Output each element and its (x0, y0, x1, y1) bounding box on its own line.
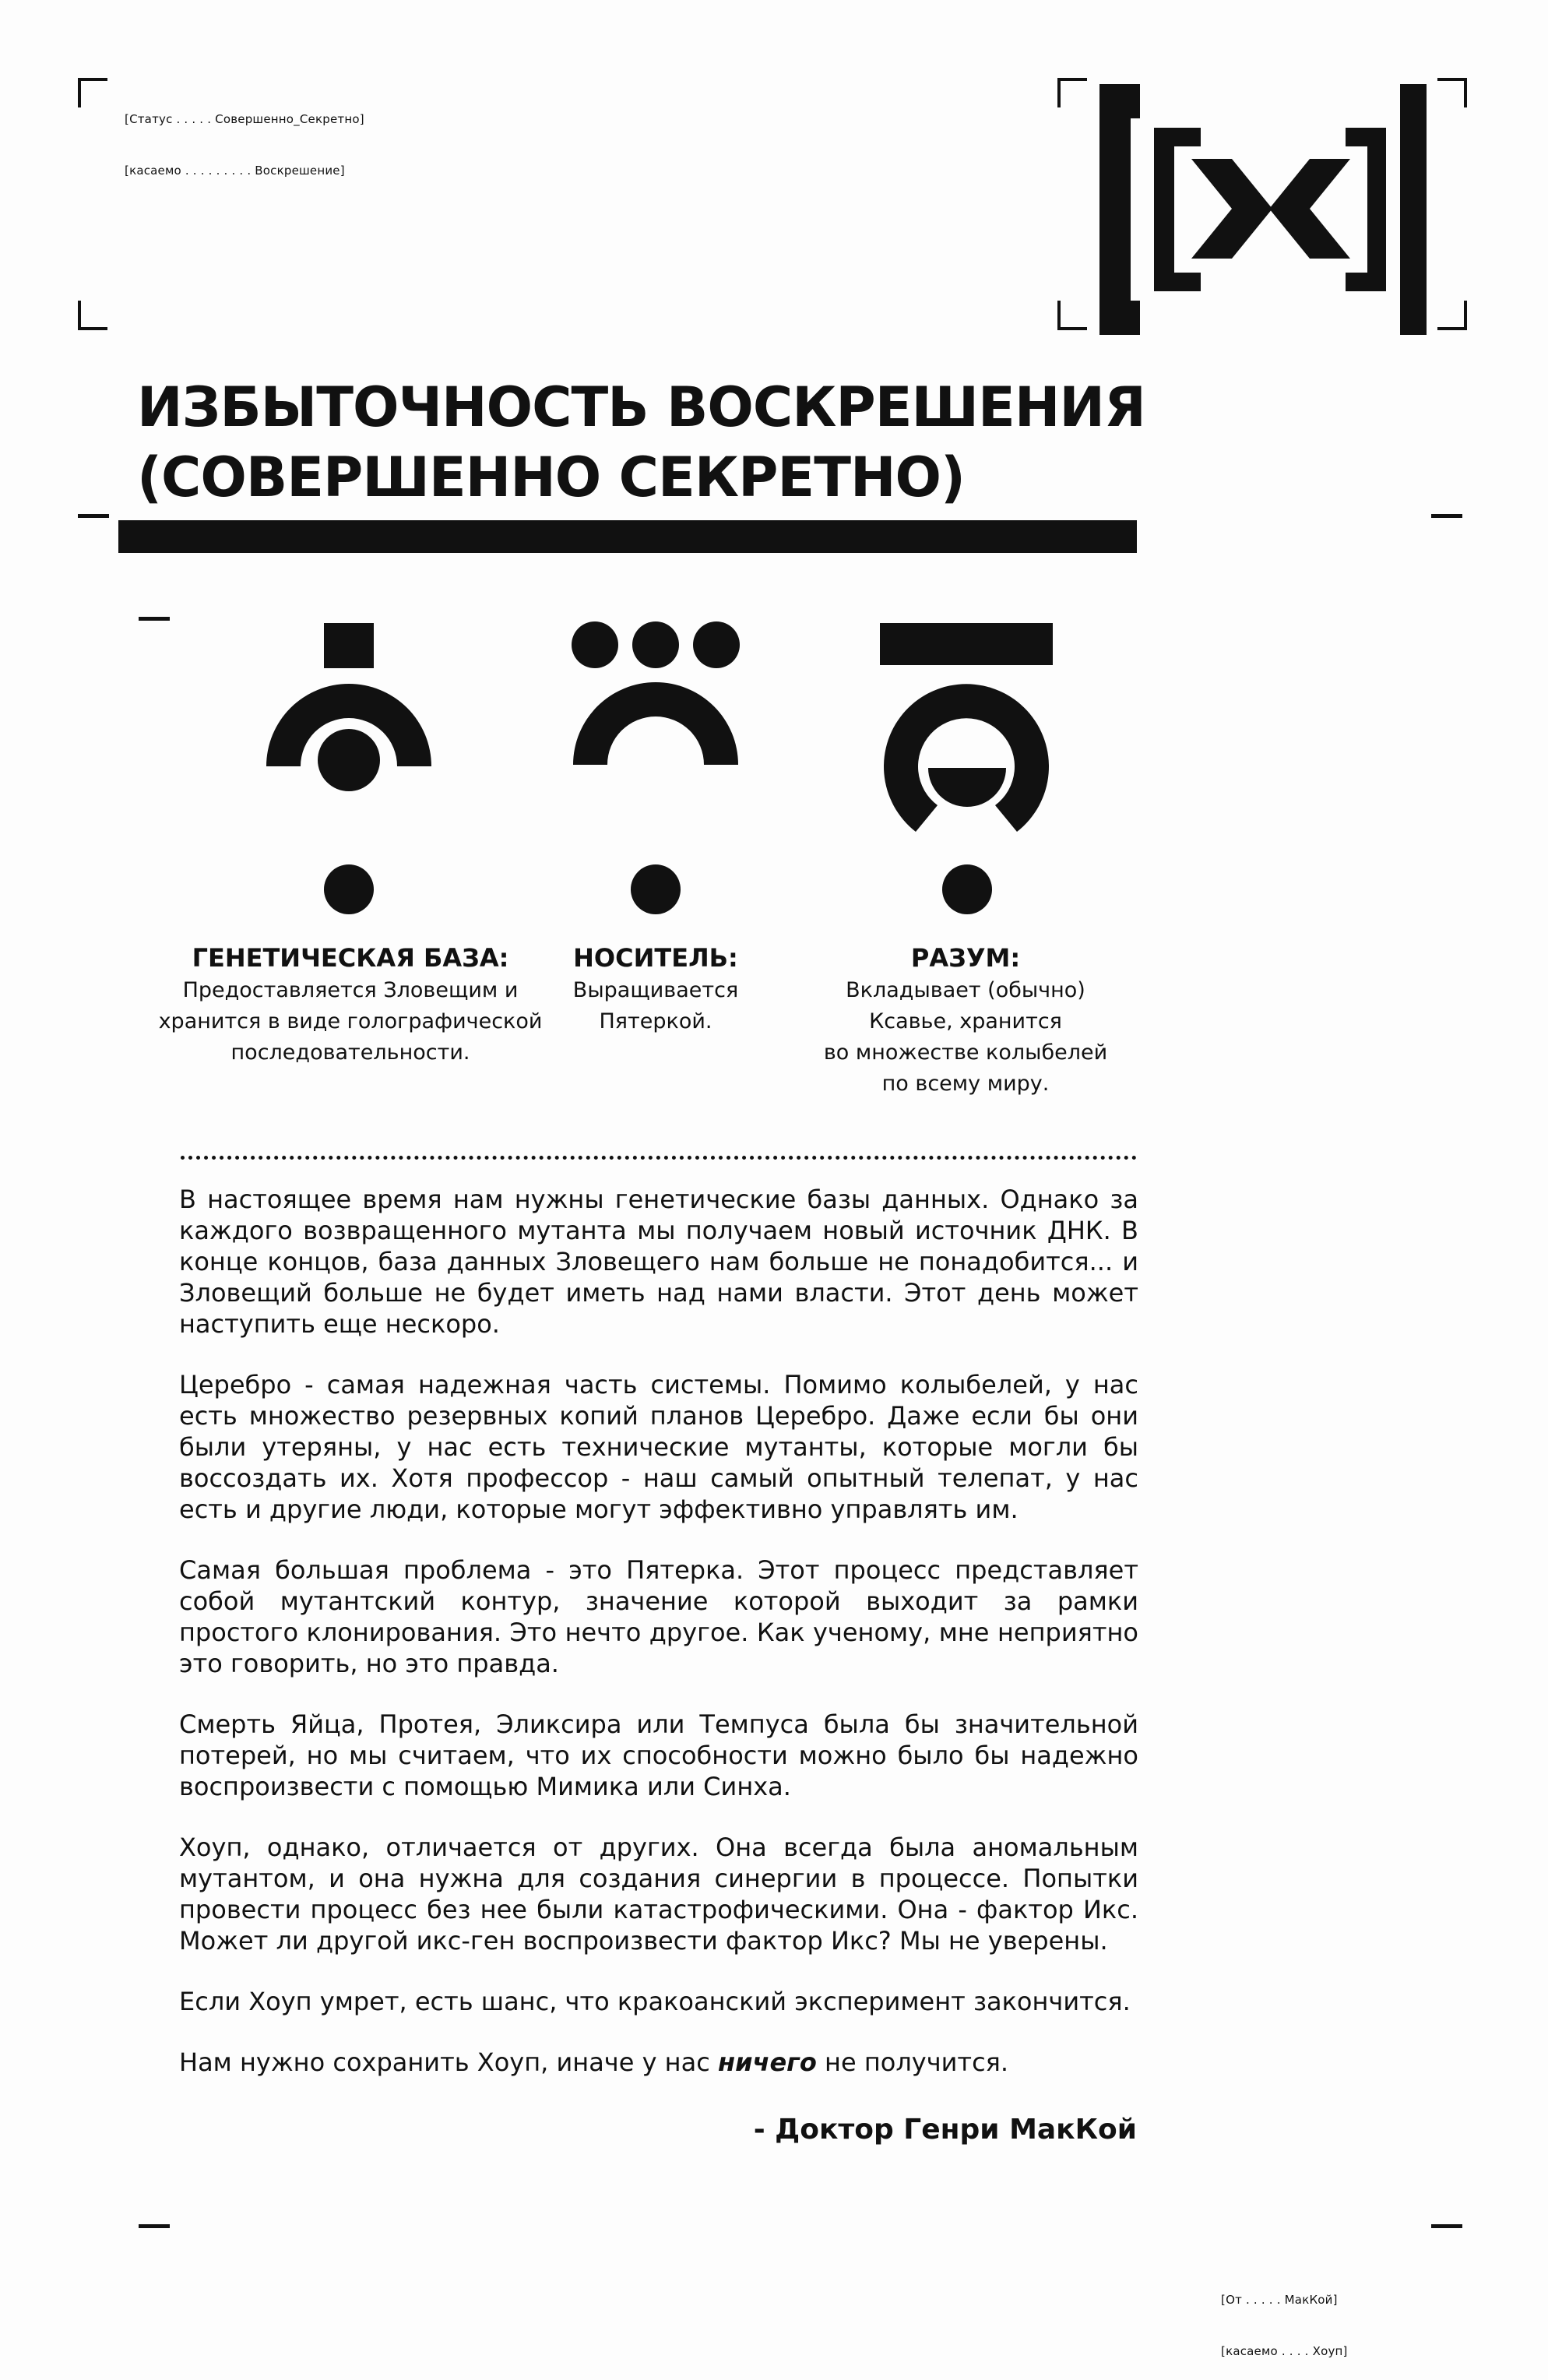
emphasis-word: ничего (717, 2047, 817, 2077)
caption-text: Вкладывает (обычно) Ксавье, хранится во множестве колыбелей по всему миру. (823, 978, 1108, 1096)
title-line-1: ИЗБЫТОЧНОСТЬ ВОСКРЕШЕНИЯ (137, 375, 1145, 439)
genetic-base-glyph-icon (262, 623, 441, 919)
margin-dash (78, 514, 109, 518)
margin-dash (1431, 2224, 1462, 2228)
paragraph: Смерть Яйца, Протея, Эликсира или Темпуса была бы значительной потерей, но мы считаем, что их способности можно было бы надежно воспроизвести с помощью Мимика или Синха. (179, 1709, 1138, 1801)
genetic-base-caption (140, 941, 561, 1069)
final-paragraph (179, 2047, 1138, 2078)
caption-heading: РАЗУМ: (910, 943, 1021, 973)
corner-bracket (78, 301, 107, 330)
status-line: [ Статус . . . . . Совершенно_Секретно ] (125, 111, 364, 128)
from-line: [ От . . . . . МакКой ] (1221, 2291, 1348, 2308)
caption-heading: ГЕНЕТИЧЕСКАЯ БАЗА: (192, 943, 509, 973)
final-text-before: Нам нужно сохранить Хоуп, иначе у нас (179, 2047, 718, 2077)
caption-text: Выращивается Пятеркой. (572, 978, 739, 1033)
footer-status (1221, 2257, 1348, 2377)
final-text-after: не получится. (816, 2047, 1009, 2077)
mind-glyph-icon (880, 623, 1059, 919)
title-underline-bar (118, 520, 1137, 553)
corner-bracket (78, 78, 107, 107)
carrier-caption (539, 941, 772, 1037)
margin-dash (139, 617, 170, 621)
paragraph: Если Хоуп умрет, есть шанс, что кракоанский эксперимент закончится. (179, 1987, 1131, 2016)
caption-text: Предоставляется Зловещим и хранится в виде голографической последовательности. (158, 978, 543, 1065)
paragraph: Самая большая проблема - это Пятерка. Этот процесс представляет собой мутантский контур, значение которой выходит за рамки простого клонирования. Это нечто другое. Как ученому, мне неприятно это говорить, но это правда. (179, 1555, 1138, 1678)
paragraph: Церебро - самая надежная часть системы. Помимо колыбелей, у нас есть множество резервных копий планов Церебро. Даже если бы они были утеряны, у нас есть технические мутанты, которые могли бы воссоздать их. Хотя профессор - наш самый опытный телепат, у нас есть и другие люди, которые могут эффективно управлять им. (179, 1370, 1138, 1524)
mind-caption (794, 941, 1137, 1100)
margin-dash (1431, 514, 1462, 518)
corner-bracket (1437, 78, 1467, 107)
corner-bracket (1057, 301, 1087, 330)
header-status (125, 76, 364, 196)
corner-bracket (1437, 301, 1467, 330)
margin-dash (139, 2224, 170, 2228)
topic-line: [ касаемо . . . . Хоуп ] (1221, 2343, 1348, 2360)
topic-line: [ касаемо . . . . . . . . . Воскрешение ] (125, 162, 364, 179)
title-line-2: (СОВЕРШЕННО СЕКРЕТНО) (137, 445, 966, 509)
x-men-logo-icon (1099, 84, 1427, 338)
page-title (137, 372, 1149, 512)
signature: - Доктор Генри МакКой (753, 2114, 1137, 2146)
corner-bracket (1057, 78, 1087, 107)
report-body (179, 1184, 1138, 2107)
dotted-divider (181, 1156, 1137, 1160)
caption-heading: НОСИТЕЛЬ: (573, 943, 738, 973)
paragraph: В настоящее время нам нужны генетические базы данных. Однако за каждого возвращенного мутанта мы получаем новый источник ДНК. В конце концов, база данных Зловещего нам больше не понадобится... и Зловещий больше не будет иметь над нами власти. Этот день может наступить еще нескоро. (179, 1185, 1138, 1339)
paragraph: Хоуп, однако, отличается от других. Она всегда была аномальным мутантом, и она нужна для создания синергии в процессе. Попытки провести процесс без нее были катастрофическими. Она - фактор Икс. Может ли другой икс-ген воспроизвести фактор Икс? Мы не уверены. (179, 1833, 1138, 1956)
carrier-glyph-icon (568, 615, 748, 919)
